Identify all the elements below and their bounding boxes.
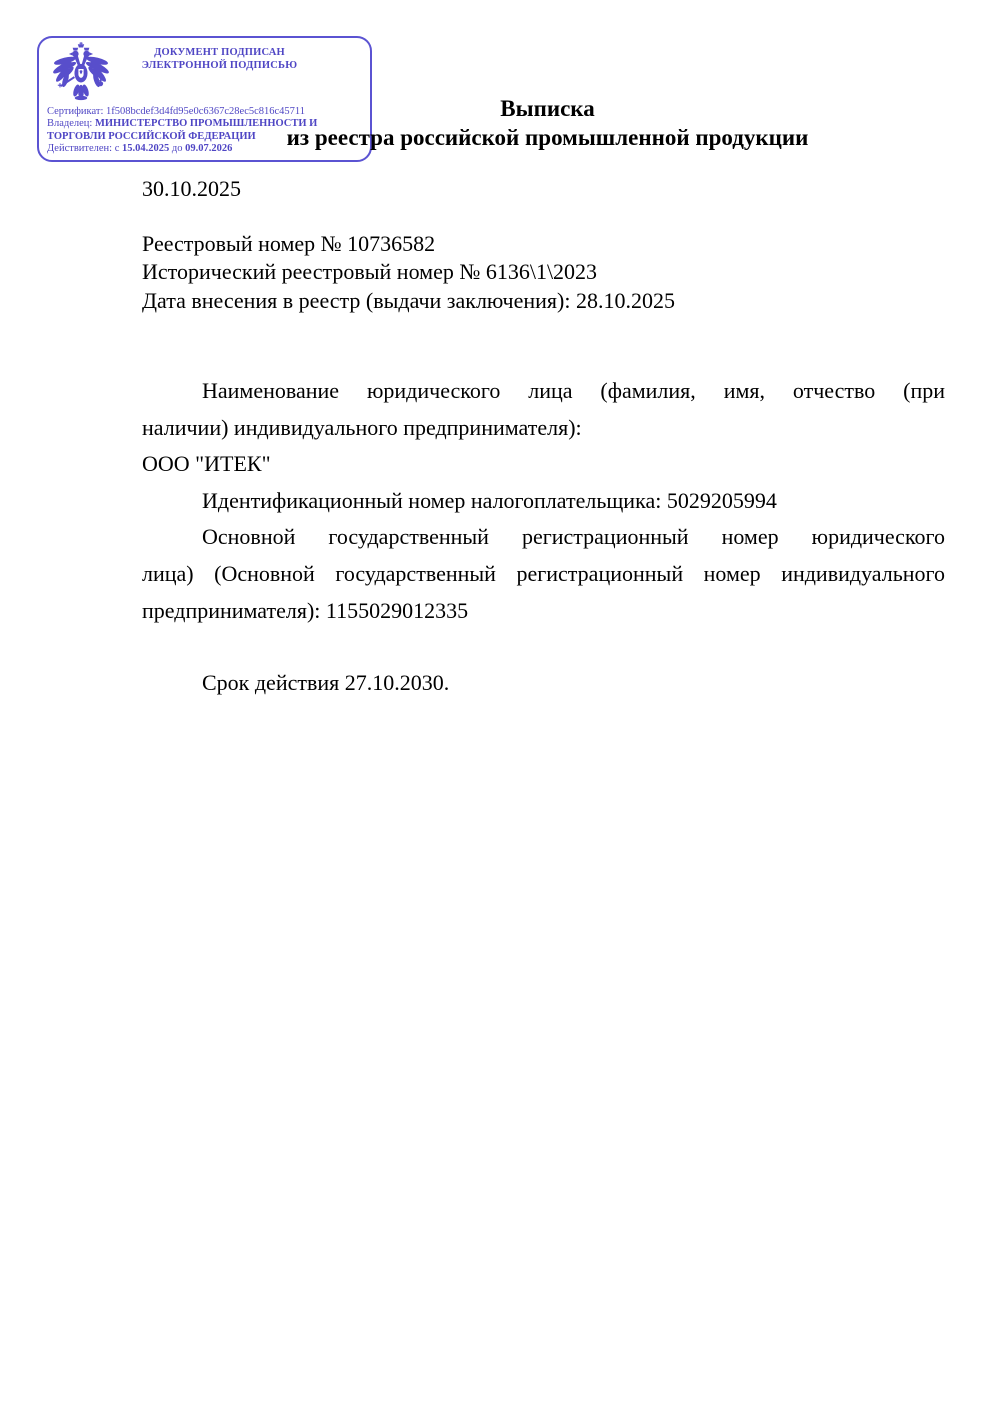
issue-date: 30.10.2025 <box>142 176 241 201</box>
stamp-title-line1: ДОКУМЕНТ ПОДПИСАН <box>154 47 285 58</box>
validity-term-line: Срок действия 27.10.2030. <box>202 670 450 695</box>
owner-label: Владелец: <box>47 118 93 130</box>
stamp-title-line2: ЭЛЕКТРОННОЙ ПОДПИСЬЮ <box>141 59 298 71</box>
entity-name-label-line2: наличии) индивидуального предпринимателя): <box>142 414 582 440</box>
document-title-line2: из реестра российской промышленной продукции <box>286 124 809 150</box>
registry-number-line: Реестровый номер № 10736582 <box>142 231 436 256</box>
ogrn-line1: Основной государственный регистрационный номер юридического <box>202 524 945 550</box>
validity-to-word: до <box>171 142 183 154</box>
registry-entry-date-line: Дата внесения в реестр (выдачи заключения): 28.10.2025 <box>142 287 675 313</box>
ogrn-line3: предпринимателя): 1155029012335 <box>142 597 469 623</box>
stamp-title <box>97 47 342 72</box>
document-title <box>146 95 949 152</box>
owner-value-line1: МИНИСТЕРСТВО ПРОМЫШЛЕННОСТИ И <box>94 118 318 130</box>
owner-value-line2: ТОРГОВЛИ РОССИЙСКОЙ ФЕДЕРАЦИИ <box>47 130 256 142</box>
validity-label: Действителен: <box>47 142 113 154</box>
ogrn-line2: лица) (Основной государственный регистрационный номер индивидуального <box>142 560 945 586</box>
document-title-line1: Выписка <box>500 96 595 121</box>
entity-details <box>142 373 945 629</box>
validity-from-date: 15.04.2025 <box>122 142 170 154</box>
historical-registry-number-line: Исторический реестровый номер № 6136\1\2023 <box>142 259 598 285</box>
registry-block <box>142 230 675 315</box>
validity-from-word: с <box>114 142 120 154</box>
entity-name-label-line1: Наименование юридического лица (фамилия, имя, отчество (при <box>202 378 945 403</box>
certificate-value: 1f508bcdef3d4fd95e0c6367c28ec5c816c45711 <box>106 106 306 117</box>
entity-name-value: ООО "ИТЕК" <box>142 451 271 477</box>
certificate-label: Сертификат: <box>47 106 104 117</box>
validity-to-date: 09.07.2026 <box>185 142 233 154</box>
inn-line: Идентификационный номер налогоплательщика: 5029205994 <box>202 487 777 513</box>
